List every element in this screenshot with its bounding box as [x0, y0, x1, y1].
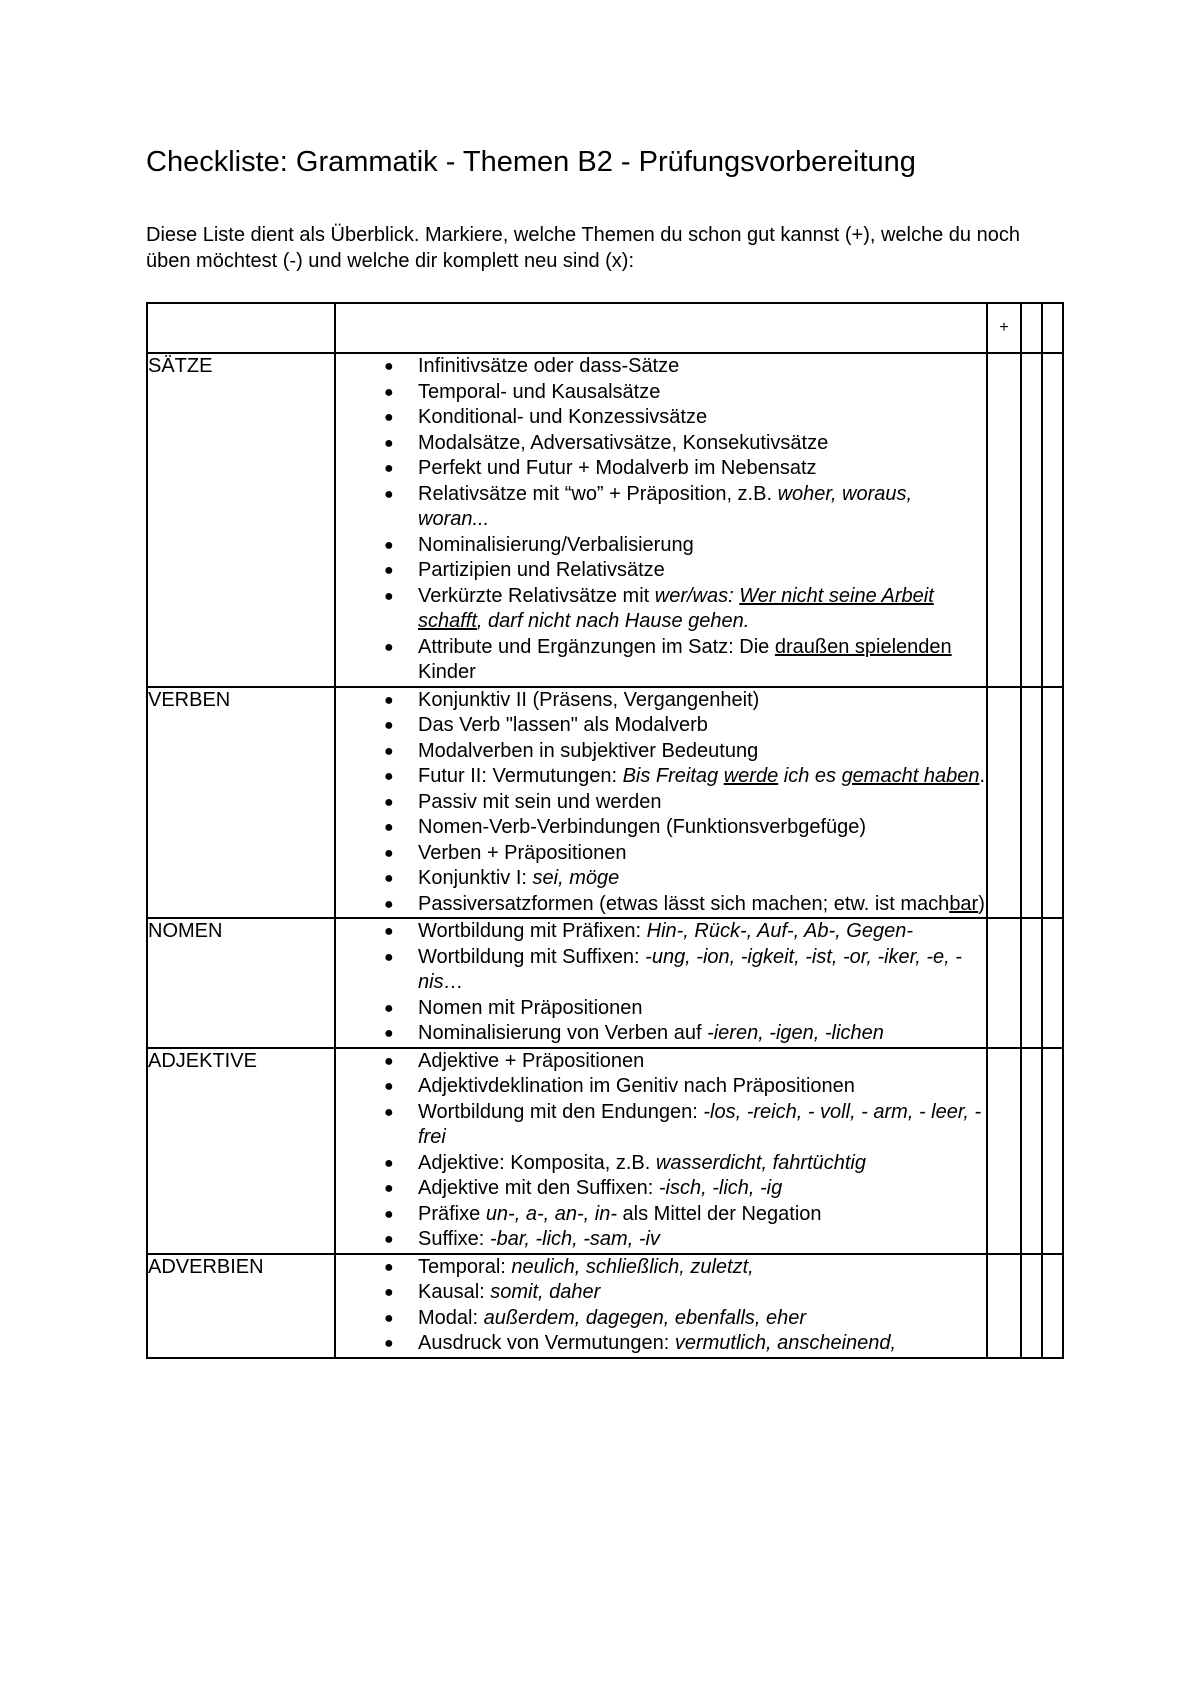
topic-text: Nominalisierung von Verben auf — [418, 1022, 708, 1044]
topic-list — [336, 1049, 986, 1253]
topic-item — [384, 1306, 986, 1332]
section-category: ADVERBIEN — [147, 1254, 335, 1358]
topic-text: werde — [723, 765, 779, 787]
topic-text: Wer nicht seine Arbeit schafft — [418, 584, 934, 632]
mark-cell-minus[interactable] — [1021, 1254, 1042, 1358]
topic-text: außerdem, dagegen, ebenfalls, eher — [483, 1306, 807, 1329]
topic-item — [384, 1331, 986, 1357]
bullet-icon: ● — [384, 1025, 394, 1042]
intro-text: Diese Liste dient als Überblick. Markiere, welche Themen du schon gut kannst (+), welche du noch üben möchtest (-) und welche dir komplett neu sind (x): — [146, 224, 1020, 272]
topic-text: Kinder — [418, 661, 476, 683]
topic-text: Nomen mit Präpositionen — [418, 996, 643, 1019]
topic-item — [384, 533, 986, 559]
topic-item — [384, 431, 986, 457]
topic-text: neulich, schließlich, zuletzt, — [511, 1255, 754, 1278]
topic-text: Temporal- und Kausalsätze — [418, 380, 661, 403]
bullet-icon: ● — [384, 870, 394, 887]
topic-item — [384, 892, 986, 918]
topic-text: Wortbildung mit den Endungen: — [418, 1100, 704, 1123]
topic-item — [384, 456, 986, 482]
topic-text: -los, -reich, - voll, - arm, - leer, - frei — [418, 1100, 982, 1148]
topic-item — [384, 739, 986, 765]
topic-list — [336, 919, 986, 1047]
topic-text: vermutlich, anscheinend, — [674, 1332, 897, 1354]
topic-text: Verben + Präpositionen — [418, 841, 627, 864]
bullet-icon: ● — [384, 358, 394, 375]
bullet-icon: ● — [384, 1231, 394, 1248]
bullet-icon: ● — [384, 844, 394, 862]
bullet-icon: ● — [384, 1258, 394, 1276]
header-mark-x — [1042, 303, 1063, 353]
bullet-icon: ● — [384, 1154, 394, 1172]
mark-cell-minus[interactable] — [1021, 1048, 1042, 1254]
bullet-icon: ● — [384, 1205, 394, 1223]
topic-text: ) — [978, 892, 985, 915]
header-mark-plus: + — [987, 303, 1021, 353]
bullet-icon: ● — [384, 691, 394, 709]
topic-item — [384, 945, 986, 996]
topic-text: Temporal: — [418, 1255, 512, 1278]
bullet-icon: ● — [384, 409, 394, 426]
bullet-icon: ● — [384, 999, 394, 1017]
bullet-icon: ● — [384, 1078, 394, 1095]
topic-text: Futur II: Vermutungen: — [418, 765, 623, 787]
topic-text: draußen spielenden — [774, 635, 952, 658]
topic-text: Präfixe — [418, 1202, 486, 1225]
topic-text: Hin-, Rück-, Auf-, Ab-, Gegen- — [646, 920, 914, 942]
topic-text: Adjektive: Komposita, z.B. — [418, 1151, 656, 1174]
topic-text: Wortbildung mit Suffixen: — [418, 945, 646, 968]
topic-item — [384, 1280, 986, 1306]
mark-cell-x[interactable] — [1042, 353, 1063, 687]
topic-text: als Mittel der Negation — [616, 1202, 822, 1225]
mark-cell-minus[interactable] — [1021, 918, 1042, 1048]
section-row — [147, 1254, 1063, 1358]
section-row — [147, 687, 1063, 919]
topic-item — [384, 841, 986, 867]
topic-text: wasserdicht, fahrtüchtig — [655, 1151, 866, 1174]
section-row — [147, 918, 1063, 1048]
topic-text: Infinitivsätze oder dass-Sätze — [418, 355, 680, 377]
bullet-icon: ● — [384, 948, 394, 966]
topic-text: Konditional- und Konzessivsätze — [418, 406, 708, 428]
topic-text: un-, a-, an-, in- — [485, 1202, 617, 1225]
topic-text: -ieren, -igen, -lichen — [707, 1022, 884, 1044]
bullet-icon: ● — [384, 1335, 394, 1352]
topic-text: . — [979, 765, 986, 787]
mark-cell-plus[interactable] — [987, 687, 1021, 919]
grammar-checklist-table — [146, 302, 1064, 1359]
section-category: VERBEN — [147, 687, 335, 919]
section-topics — [335, 918, 987, 1048]
section-topics — [335, 687, 987, 919]
topic-item — [384, 1151, 986, 1177]
topic-text: Konjunktiv I: — [418, 867, 533, 889]
topic-list — [336, 1255, 986, 1357]
mark-cell-plus[interactable] — [987, 1254, 1021, 1358]
topic-item — [384, 1100, 986, 1151]
topic-text: Modal: — [418, 1306, 484, 1329]
topic-text: -ung, -ion, -igkeit, -ist, -or, -iker, -e, -nis… — [418, 945, 962, 993]
bullet-icon: ● — [384, 383, 394, 401]
topic-item — [384, 584, 986, 635]
bullet-icon: ● — [384, 460, 394, 477]
mark-cell-x[interactable] — [1042, 687, 1063, 919]
topic-text: bar — [949, 892, 979, 915]
topic-item — [384, 380, 986, 406]
topic-item — [384, 1176, 986, 1202]
bullet-icon: ● — [384, 1284, 394, 1301]
bullet-icon: ● — [384, 895, 394, 913]
section-topics — [335, 1048, 987, 1254]
topic-text: ich es — [778, 765, 842, 787]
topic-item — [384, 1227, 986, 1253]
bullet-icon: ● — [384, 434, 394, 452]
section-category: SÄTZE — [147, 353, 335, 687]
topic-item — [384, 919, 986, 945]
bullet-icon: ● — [384, 638, 394, 656]
topic-text: Verkürzte Relativsätze mit — [418, 584, 655, 607]
section-category: NOMEN — [147, 918, 335, 1048]
topic-text: woher, woraus, woran... — [418, 482, 913, 530]
topic-item — [384, 790, 986, 816]
topic-item — [384, 866, 986, 892]
header-category-cell — [147, 303, 335, 353]
topic-text: sei, möge — [532, 867, 620, 889]
topic-list — [336, 354, 986, 686]
bullet-icon: ● — [384, 1103, 394, 1121]
bullet-icon: ● — [384, 485, 394, 503]
topic-text: Adjektive + Präpositionen — [418, 1049, 645, 1072]
section-row — [147, 353, 1063, 687]
topic-item — [384, 405, 986, 431]
topic-item — [384, 1074, 986, 1100]
bullet-icon: ● — [384, 923, 394, 940]
topic-item — [384, 635, 986, 686]
bullet-icon: ● — [384, 1309, 394, 1327]
mark-cell-plus[interactable] — [987, 353, 1021, 687]
bullet-icon: ● — [384, 587, 394, 605]
topic-item — [384, 1202, 986, 1228]
topic-text: Passiv mit sein und werden — [418, 790, 662, 813]
bullet-icon: ● — [384, 793, 394, 811]
section-topics — [335, 1254, 987, 1358]
mark-cell-minus[interactable] — [1021, 353, 1042, 687]
topic-item — [384, 996, 986, 1022]
topic-text: Modalsätze, Adversativsätze, Konsekutivsätze — [418, 431, 829, 454]
topic-text: Konjunktiv II (Präsens, Vergangenheit) — [418, 688, 760, 711]
topic-text: Relativsätze mit “wo” + Präposition, z.B. — [418, 482, 778, 505]
header-topics-cell — [335, 303, 987, 353]
bullet-icon: ● — [384, 717, 394, 734]
topic-item — [384, 688, 986, 714]
mark-cell-x[interactable] — [1042, 918, 1063, 1048]
topic-text: Bis Freitag — [622, 765, 724, 787]
section-topics — [335, 353, 987, 687]
bullet-icon: ● — [384, 1180, 394, 1197]
topic-text: -bar, -lich, -sam, -iv — [489, 1228, 660, 1250]
topic-item — [384, 482, 986, 533]
topic-item — [384, 815, 986, 841]
bullet-icon: ● — [384, 819, 394, 836]
topic-text: Perfekt und Futur + Modalverb im Nebensatz — [418, 457, 817, 479]
checklist-body — [147, 303, 1063, 1358]
header-row — [147, 303, 1063, 353]
topic-text: Nominalisierung/Verbalisierung — [418, 533, 694, 556]
topic-item — [384, 354, 986, 380]
section-category: ADJEKTIVE — [147, 1048, 335, 1254]
topic-text: wer/was: — [654, 584, 740, 607]
topic-item — [384, 558, 986, 584]
topic-text: Partizipien und Relativsätze — [418, 559, 665, 581]
topic-list — [336, 688, 986, 918]
section-row — [147, 1048, 1063, 1254]
mark-cell-x[interactable] — [1042, 1048, 1063, 1254]
topic-text: Attribute und Ergänzungen im Satz: Die — [418, 635, 775, 658]
bullet-icon: ● — [384, 742, 394, 760]
topic-item — [384, 1021, 986, 1047]
topic-text: Suffixe: — [418, 1228, 490, 1250]
bullet-icon: ● — [384, 1052, 394, 1070]
bullet-icon: ● — [384, 536, 394, 554]
topic-text: -isch, -lich, -ig — [658, 1177, 783, 1199]
topic-text: , darf nicht nach Hause gehen. — [476, 610, 750, 632]
header-mark-minus — [1021, 303, 1042, 353]
bullet-icon: ● — [384, 562, 394, 579]
mark-cell-x[interactable] — [1042, 1254, 1063, 1358]
page-title: Checkliste: Grammatik - Themen B2 - Prüfungsvorbereitung — [146, 146, 916, 178]
topic-text: Das Verb "lassen" als Modalverb — [418, 714, 708, 736]
topic-item — [384, 713, 986, 739]
topic-item — [384, 1255, 986, 1281]
topic-text: Nomen-Verb-Verbindungen (Funktionsverbgefüge) — [418, 816, 867, 838]
topic-item — [384, 1049, 986, 1075]
topic-item — [384, 764, 986, 790]
topic-text: Adjektive mit den Suffixen: — [418, 1177, 659, 1199]
mark-cell-plus[interactable] — [987, 918, 1021, 1048]
topic-text: Passiversatzformen (etwas lässt sich machen; etw. ist mach — [418, 892, 950, 915]
topic-text: gemacht haben — [841, 765, 980, 787]
mark-cell-plus[interactable] — [987, 1048, 1021, 1254]
topic-text: Kausal: — [418, 1281, 491, 1303]
topic-text: somit, daher — [490, 1281, 601, 1303]
bullet-icon: ● — [384, 768, 394, 785]
topic-text: Wortbildung mit Präfixen: — [418, 920, 647, 942]
mark-cell-minus[interactable] — [1021, 687, 1042, 919]
topic-text: Ausdruck von Vermutungen: — [418, 1332, 675, 1354]
topic-text: Adjektivdeklination im Genitiv nach Präpositionen — [418, 1075, 855, 1097]
topic-text: Modalverben in subjektiver Bedeutung — [418, 739, 759, 762]
